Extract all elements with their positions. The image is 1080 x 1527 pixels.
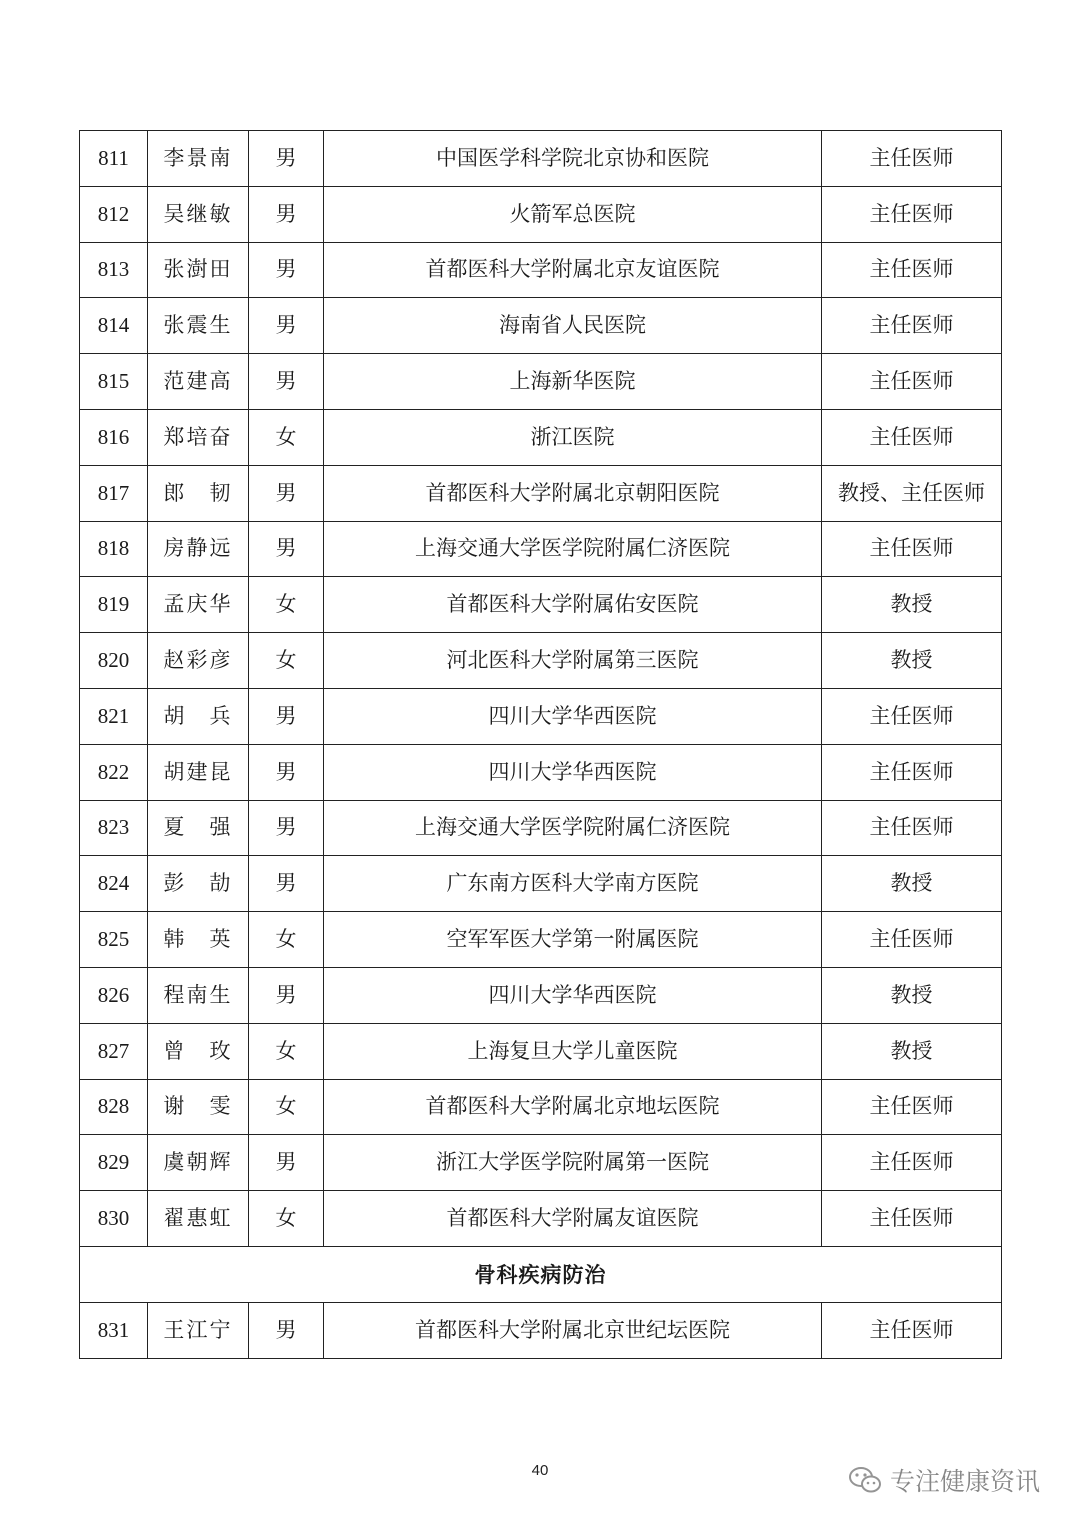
table-row <box>80 1135 1002 1191</box>
table-row <box>80 298 1002 354</box>
row-number: 814 <box>80 298 148 354</box>
section-header-row <box>80 1246 1002 1302</box>
institution: 首都医科大学附属友谊医院 <box>324 1191 822 1247</box>
table-row <box>80 967 1002 1023</box>
table-row <box>80 1191 1002 1247</box>
table-row <box>80 744 1002 800</box>
row-number: 829 <box>80 1135 148 1191</box>
gender: 男 <box>249 298 324 354</box>
section-title: 骨科疾病防治 <box>80 1246 1002 1302</box>
wechat-icon <box>848 1465 882 1495</box>
institution: 上海交通大学医学院附属仁济医院 <box>324 800 822 856</box>
gender: 男 <box>249 242 324 298</box>
row-number: 812 <box>80 186 148 242</box>
row-number: 813 <box>80 242 148 298</box>
professional-title: 主任医师 <box>822 1079 1002 1135</box>
wechat-watermark <box>848 1460 1040 1500</box>
row-number: 821 <box>80 688 148 744</box>
professional-title: 主任医师 <box>822 744 1002 800</box>
table-row <box>80 1302 1002 1358</box>
gender: 男 <box>249 521 324 577</box>
institution: 首都医科大学附属北京世纪坛医院 <box>324 1302 822 1358</box>
institution: 四川大学华西医院 <box>324 967 822 1023</box>
gender: 男 <box>249 967 324 1023</box>
person-name: 胡 兵 <box>148 688 249 744</box>
institution: 空军军医大学第一附属医院 <box>324 912 822 968</box>
person-name: 程南生 <box>148 967 249 1023</box>
row-number: 828 <box>80 1079 148 1135</box>
page-number: 40 <box>531 1462 549 1479</box>
table-row <box>80 131 1002 187</box>
person-name: 夏 强 <box>148 800 249 856</box>
person-name: 房静远 <box>148 521 249 577</box>
gender: 女 <box>249 912 324 968</box>
table-row <box>80 633 1002 689</box>
institution: 浙江医院 <box>324 409 822 465</box>
gender: 男 <box>249 186 324 242</box>
person-name: 郎 韧 <box>148 465 249 521</box>
table-row <box>80 800 1002 856</box>
person-name: 王江宁 <box>148 1302 249 1358</box>
table-row <box>80 1023 1002 1079</box>
gender: 男 <box>249 856 324 912</box>
table-row <box>80 186 1002 242</box>
table-row <box>80 1079 1002 1135</box>
person-name: 虞朝辉 <box>148 1135 249 1191</box>
row-number: 826 <box>80 967 148 1023</box>
institution: 海南省人民医院 <box>324 298 822 354</box>
row-number: 816 <box>80 409 148 465</box>
professional-title: 主任医师 <box>822 688 1002 744</box>
gender: 男 <box>249 1135 324 1191</box>
institution: 四川大学华西医院 <box>324 744 822 800</box>
table-row <box>80 354 1002 410</box>
person-name: 彭 劼 <box>148 856 249 912</box>
institution: 火箭军总医院 <box>324 186 822 242</box>
table-row <box>80 242 1002 298</box>
gender: 女 <box>249 577 324 633</box>
professional-title: 主任医师 <box>822 1135 1002 1191</box>
row-number: 830 <box>80 1191 148 1247</box>
professional-title: 教授 <box>822 1023 1002 1079</box>
row-number: 824 <box>80 856 148 912</box>
row-number: 823 <box>80 800 148 856</box>
professional-title: 主任医师 <box>822 800 1002 856</box>
table-row <box>80 577 1002 633</box>
person-name: 吴继敏 <box>148 186 249 242</box>
institution: 上海新华医院 <box>324 354 822 410</box>
professional-title: 主任医师 <box>822 409 1002 465</box>
gender: 女 <box>249 633 324 689</box>
table-row <box>80 688 1002 744</box>
professional-title: 主任医师 <box>822 1302 1002 1358</box>
row-number: 822 <box>80 744 148 800</box>
table-row <box>80 521 1002 577</box>
institution: 四川大学华西医院 <box>324 688 822 744</box>
institution: 上海交通大学医学院附属仁济医院 <box>324 521 822 577</box>
table-body <box>80 131 1002 1359</box>
professional-title: 教授 <box>822 633 1002 689</box>
gender: 男 <box>249 744 324 800</box>
row-number: 811 <box>80 131 148 187</box>
institution: 河北医科大学附属第三医院 <box>324 633 822 689</box>
professional-title: 主任医师 <box>822 354 1002 410</box>
professional-title: 主任医师 <box>822 131 1002 187</box>
professional-title: 主任医师 <box>822 1191 1002 1247</box>
gender: 男 <box>249 800 324 856</box>
professional-title: 主任医师 <box>822 521 1002 577</box>
professional-title: 主任医师 <box>822 186 1002 242</box>
person-name: 曾 玫 <box>148 1023 249 1079</box>
person-name: 张震生 <box>148 298 249 354</box>
person-name: 张澍田 <box>148 242 249 298</box>
table-row <box>80 465 1002 521</box>
institution: 首都医科大学附属北京友谊医院 <box>324 242 822 298</box>
row-number: 820 <box>80 633 148 689</box>
row-number: 819 <box>80 577 148 633</box>
professional-title: 教授、主任医师 <box>822 465 1002 521</box>
gender: 女 <box>249 409 324 465</box>
professional-title: 教授 <box>822 577 1002 633</box>
row-number: 827 <box>80 1023 148 1079</box>
institution: 广东南方医科大学南方医院 <box>324 856 822 912</box>
professional-title: 教授 <box>822 967 1002 1023</box>
table-row <box>80 856 1002 912</box>
watermark-text: 专注健康资讯 <box>890 1467 1041 1496</box>
person-name: 谢 雯 <box>148 1079 249 1135</box>
person-name: 孟庆华 <box>148 577 249 633</box>
gender: 男 <box>249 354 324 410</box>
professional-title: 主任医师 <box>822 912 1002 968</box>
institution: 首都医科大学附属佑安医院 <box>324 577 822 633</box>
person-name: 范建高 <box>148 354 249 410</box>
table-row <box>80 409 1002 465</box>
gender: 女 <box>249 1023 324 1079</box>
gender: 女 <box>249 1191 324 1247</box>
professional-title: 主任医师 <box>822 298 1002 354</box>
gender: 男 <box>249 688 324 744</box>
professional-title: 主任医师 <box>822 242 1002 298</box>
professional-title: 教授 <box>822 856 1002 912</box>
gender: 男 <box>249 131 324 187</box>
institution: 中国医学科学院北京协和医院 <box>324 131 822 187</box>
person-name: 赵彩彦 <box>148 633 249 689</box>
row-number: 825 <box>80 912 148 968</box>
row-number: 831 <box>80 1302 148 1358</box>
person-name: 郑培奋 <box>148 409 249 465</box>
row-number: 818 <box>80 521 148 577</box>
institution: 首都医科大学附属北京地坛医院 <box>324 1079 822 1135</box>
institution: 浙江大学医学院附属第一医院 <box>324 1135 822 1191</box>
gender: 男 <box>249 1302 324 1358</box>
person-name: 翟惠虹 <box>148 1191 249 1247</box>
institution: 首都医科大学附属北京朝阳医院 <box>324 465 822 521</box>
gender: 女 <box>249 1079 324 1135</box>
row-number: 817 <box>80 465 148 521</box>
expert-roster-table <box>79 130 1002 1359</box>
person-name: 胡建昆 <box>148 744 249 800</box>
gender: 男 <box>249 465 324 521</box>
institution: 上海复旦大学儿童医院 <box>324 1023 822 1079</box>
person-name: 李景南 <box>148 131 249 187</box>
table-row <box>80 912 1002 968</box>
row-number: 815 <box>80 354 148 410</box>
person-name: 韩 英 <box>148 912 249 968</box>
